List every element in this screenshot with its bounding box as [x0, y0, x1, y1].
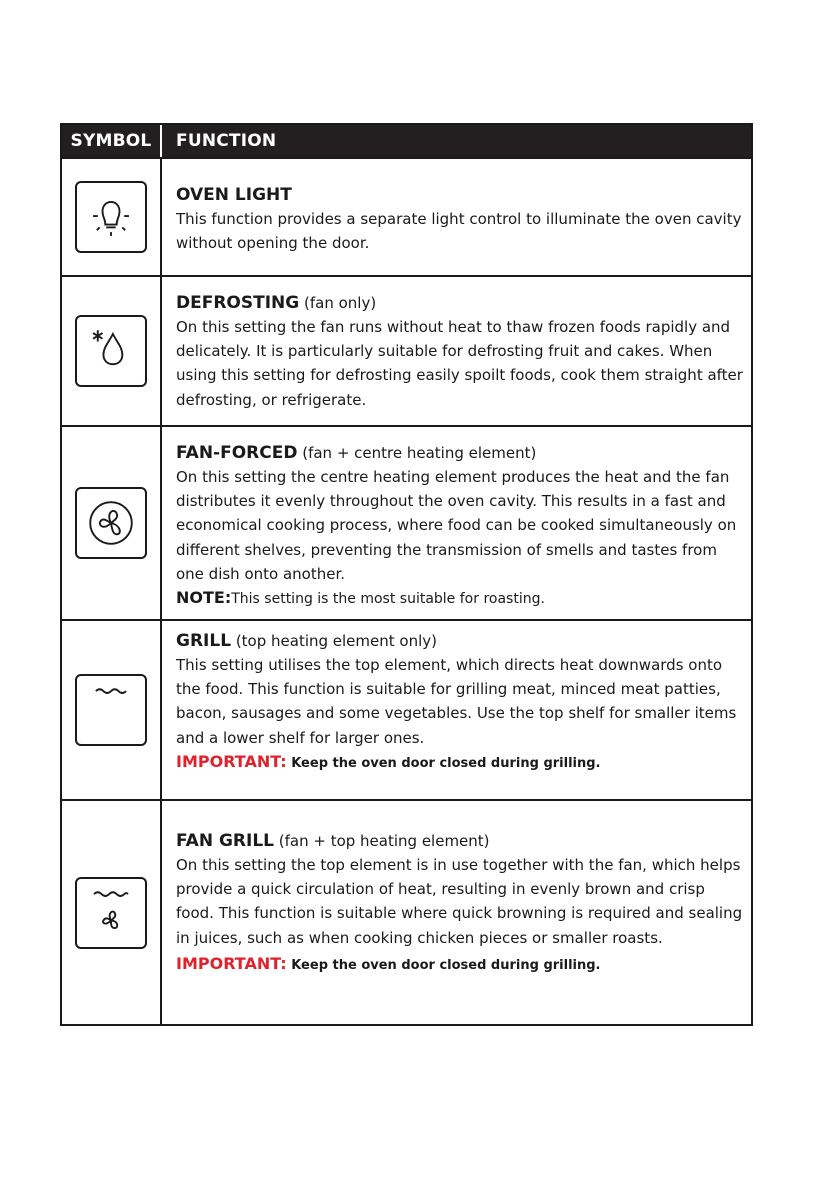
important-label: IMPORTANT:: [176, 953, 287, 973]
symbol-cell: [62, 277, 162, 425]
function-cell: [162, 277, 751, 425]
defrost-icon: [75, 315, 147, 387]
function-description: On this setting the centre heating element produces the heat and the fan distributes it evenly throughout the oven cavity. This results in a fast and economical cooking process, where food can be cooked simultaneously on different shelves, preventing the transmission of smells and tastes from one dish onto another.: [176, 468, 737, 583]
function-cell: [162, 621, 751, 799]
table-row: [62, 425, 751, 619]
note-text: This setting is the most suitable for roasting.: [231, 591, 545, 608]
function-cell: [162, 427, 751, 619]
table-row: [62, 157, 751, 275]
important-text: Keep the oven door closed during grilling.: [286, 755, 601, 771]
important-note: [176, 750, 747, 776]
symbol-cell: [62, 159, 162, 275]
function-cell: [162, 801, 751, 1024]
table-header: [62, 125, 751, 157]
function-description: On this setting the fan runs without heat to thaw frozen foods rapidly and delicately. It is particularly suitable for defrosting fruit and cakes. When using this setting for defrosting easily spoilt foods, cook them straight after defrosting, or refrigerate.: [176, 318, 743, 409]
oven-light-icon: [75, 181, 147, 253]
fan-grill-icon: [75, 877, 147, 949]
symbol-cell: [62, 801, 162, 1024]
table-row: [62, 619, 751, 799]
important-text: Keep the oven door closed during grilling.: [286, 957, 601, 973]
table-row: [62, 275, 751, 425]
note-label: NOTE:: [176, 588, 232, 608]
symbol-cell: [62, 427, 162, 619]
function-title: GRILL (top heating element only): [176, 631, 437, 651]
functions-table: [60, 123, 753, 1026]
function-cell: [162, 159, 751, 275]
important-label: IMPORTANT:: [176, 751, 287, 771]
important-note: [176, 952, 747, 978]
function-description: On this setting the top element is in use together with the fan, which helps provide a quick circulation of heat, resulting in evenly brown and crisp food. This function is suitable where quick browning is required and sealing in juices, such as when cooking chicken pieces or smaller roasts.: [176, 856, 743, 947]
function-column-header: FUNCTION: [176, 131, 277, 151]
function-title: FAN-FORCED (fan + centre heating element): [176, 443, 537, 463]
fan-icon: [75, 487, 147, 559]
function-title: DEFROSTING (fan only): [176, 293, 377, 313]
grill-icon: [75, 674, 147, 746]
function-description: This function provides a separate light control to illuminate the oven cavity without opening the door.: [176, 210, 742, 253]
symbol-cell: [62, 621, 162, 799]
function-title: FAN GRILL (fan + top heating element): [176, 831, 490, 851]
symbol-column-header: SYMBOL: [62, 125, 162, 157]
note: [176, 586, 747, 611]
function-title: OVEN LIGHT: [176, 185, 292, 205]
function-description: This setting utilises the top element, which directs heat downwards onto the food. This function is suitable for grilling meat, minced meat patties, bacon, sausages and some vegetables. Use the top shelf for smaller items and a lower shelf for larger ones.: [176, 656, 737, 747]
table-row: [62, 799, 751, 1024]
